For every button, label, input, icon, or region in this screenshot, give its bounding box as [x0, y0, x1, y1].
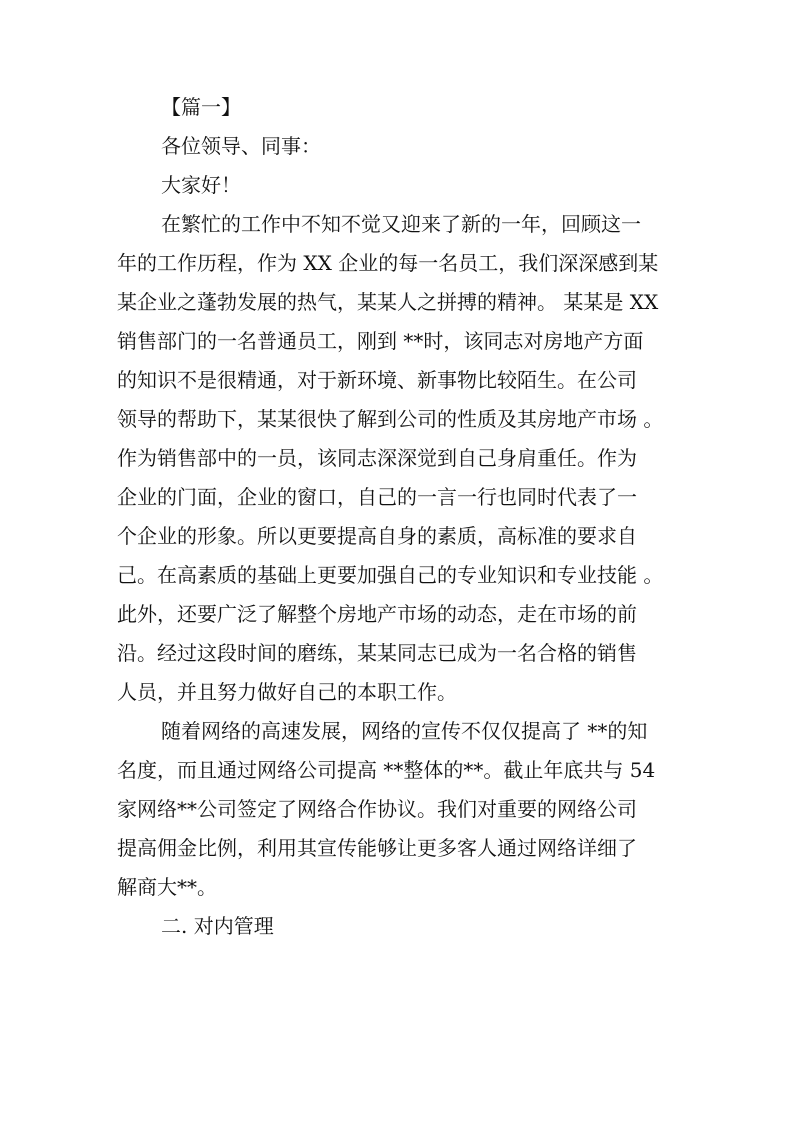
section-heading: 二. 对内管理: [161, 914, 274, 938]
paragraph-line: 随着网络的高速发展，网络的宣传不仅仅提高了 **的知: [161, 719, 648, 743]
paragraph-line: 销售部门的一名普通员工，刚到 **时，该同志对房地产方面: [117, 329, 644, 353]
paragraph-line: 的知识不是很精通，对于新环境、新事物比较陌生。在公司: [117, 368, 637, 392]
paragraph-1: [117, 205, 677, 712]
paragraph-line: 解商大**。: [117, 875, 217, 899]
paragraph-line: 某企业之蓬勃发展的热气，某某人之拼搏的精神。 某某是 XX: [117, 290, 659, 314]
document-body: [117, 88, 677, 946]
paragraph-line: 企业的门面，企业的窗口，自己的一言一行也同时代表了一: [117, 485, 637, 509]
greeting: 大家好！: [161, 173, 241, 197]
section-title: 【篇一】: [161, 95, 241, 119]
paragraph-line: 人员，并且努力做好自己的本职工作。: [117, 680, 457, 704]
paragraph-line: 名度，而且通过网络公司提高 **整体的**。截止年底共与 54: [117, 758, 656, 782]
paragraph-line: 领导的帮助下，某某很快了解到公司的性质及其房地产市场 。: [117, 407, 664, 431]
paragraph-line: 沿。经过这段时间的磨练，某某同志已成为一名合格的销售: [117, 641, 637, 665]
paragraph-line: 在繁忙的工作中不知不觉又迎来了新的一年，回顾这一: [161, 212, 641, 236]
paragraph-line: 此外，还要广泛了解整个房地产市场的动态，走在市场的前: [117, 602, 637, 626]
paragraph-line: 提高佣金比例，利用其宣传能够让更多客人通过网络详细了: [117, 836, 637, 860]
paragraph-line: 家网络**公司签定了网络合作协议。我们对重要的网络公司: [117, 797, 637, 821]
paragraph-line: 个企业的形象。所以更要提高自身的素质，高标准的要求自: [117, 524, 637, 548]
salutation: 各位领导、同事：: [161, 134, 321, 158]
paragraph-line: 年的工作历程，作为 XX 企业的每一名员工，我们深深感到某: [117, 251, 659, 275]
paragraph-2: [117, 712, 677, 907]
paragraph-line: 己。在高素质的基础上更要加强自己的专业知识和专业技能 。: [117, 563, 664, 587]
paragraph-line: 作为销售部中的一员，该同志深深觉到自己身肩重任。作为: [117, 446, 637, 470]
